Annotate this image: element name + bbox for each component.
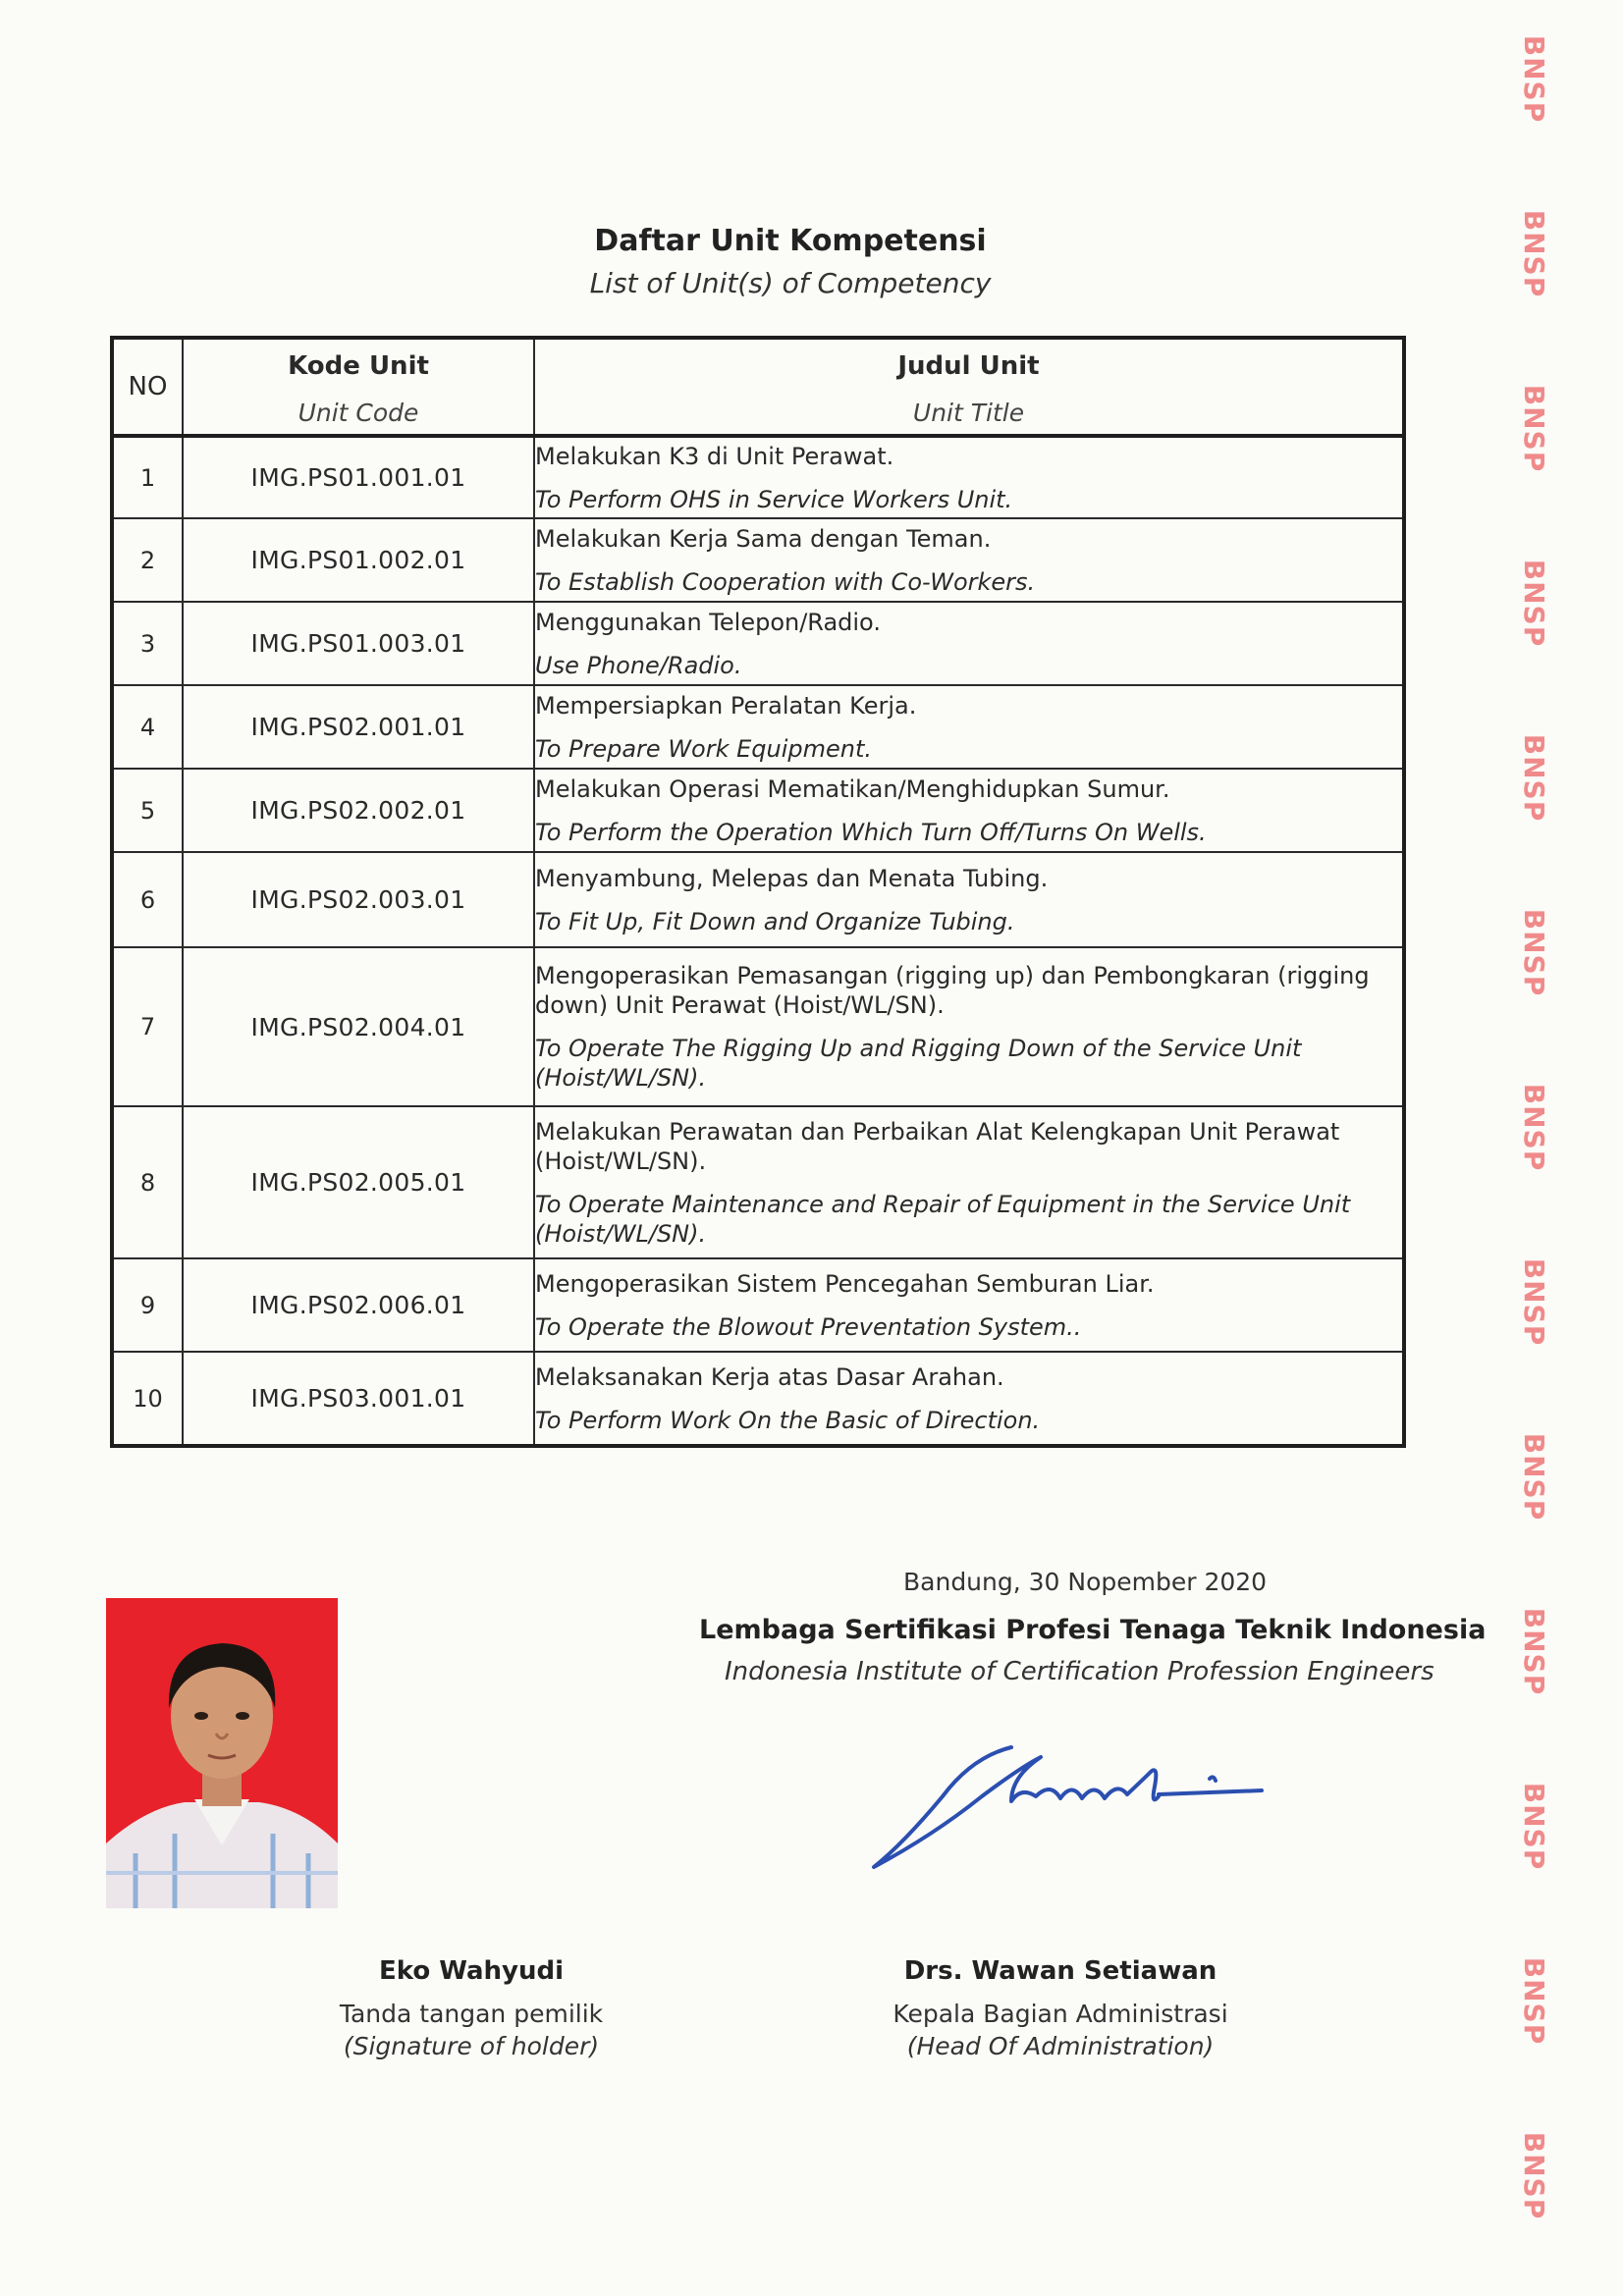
organization-name: Lembaga Sertifikasi Profesi Tenaga Teknik Indonesia [699, 1615, 1487, 1645]
unit-title-id: Mempersiapkan Peralatan Kerja. [535, 691, 917, 720]
unit-title [534, 518, 1404, 602]
bnsp-watermark-text: BNSP [1518, 2131, 1551, 2219]
unit-title-id: Menggunakan Telepon/Radio. [535, 608, 881, 636]
unit-title-en: To Prepare Work Equipment. [535, 734, 873, 763]
header-code [183, 338, 534, 436]
table-row [112, 1258, 1404, 1352]
competency-table [110, 336, 1406, 1448]
holder-role-en: (Signature of holder) [343, 2032, 600, 2060]
unit-code: IMG.PS01.002.01 [183, 518, 534, 602]
unit-title-en: To Establish Cooperation with Co-Workers. [535, 567, 1036, 596]
bnsp-watermark-text: BNSP [1518, 733, 1551, 822]
table-row [112, 1106, 1404, 1258]
header-title-label-en: Unit Title [912, 398, 1025, 427]
unit-code: IMG.PS03.001.01 [183, 1352, 534, 1446]
unit-number: 5 [112, 769, 183, 852]
unit-number: 4 [112, 685, 183, 769]
unit-title-id: Mengoperasikan Sistem Pencegahan Semburan Liar. [535, 1269, 1155, 1298]
signer-name: Drs. Wawan Setiawan [903, 1956, 1217, 1986]
bnsp-watermark [1505, 733, 1564, 822]
bnsp-watermark-text: BNSP [1518, 209, 1551, 297]
bnsp-watermark-text: BNSP [1518, 1257, 1551, 1346]
unit-number: 6 [112, 852, 183, 947]
unit-number: 3 [112, 602, 183, 685]
unit-title-en: To Operate the Blowout Preventation System.. [535, 1312, 1082, 1341]
bnsp-watermark [1505, 908, 1564, 996]
holder-name: Eko Wahyudi [378, 1956, 565, 1986]
header-title [534, 338, 1404, 436]
organization-name-en: Indonesia Institute of Certification Profession Engineers [725, 1657, 1434, 1686]
bnsp-watermark-stripe [1505, 0, 1623, 2296]
unit-code: IMG.PS01.003.01 [183, 602, 534, 685]
table-row [112, 518, 1404, 602]
bnsp-watermark [1505, 1607, 1564, 1695]
table-row [112, 436, 1404, 518]
unit-title-en: To Perform the Operation Which Turn Off/Turns On Wells. [535, 818, 1207, 846]
bnsp-watermark [1505, 1257, 1564, 1346]
unit-title [534, 769, 1404, 852]
unit-title [534, 1106, 1404, 1258]
unit-title [534, 436, 1404, 518]
table-body [112, 436, 1404, 1446]
holder-signature-block [295, 1956, 648, 2060]
page-title: Daftar Unit Kompetensi [594, 224, 987, 258]
signer-role-en: (Head Of Administration) [906, 2032, 1215, 2060]
table-row [112, 769, 1404, 852]
unit-title-en: To Fit Up, Fit Down and Organize Tubing. [535, 907, 1015, 935]
bnsp-watermark [1505, 1432, 1564, 1521]
unit-code: IMG.PS01.001.01 [183, 436, 534, 518]
bnsp-watermark-text: BNSP [1518, 1432, 1551, 1521]
unit-number: 10 [112, 1352, 183, 1446]
bnsp-watermark [1505, 384, 1564, 472]
unit-title-id: Melaksanakan Kerja atas Dasar Arahan. [535, 1362, 1004, 1391]
unit-title [534, 1258, 1404, 1352]
unit-code: IMG.PS02.006.01 [183, 1258, 534, 1352]
bnsp-watermark [1505, 1083, 1564, 1171]
bnsp-watermark-text: BNSP [1518, 559, 1551, 647]
table-row [112, 852, 1404, 947]
bnsp-watermark-text: BNSP [1518, 908, 1551, 996]
bnsp-watermark-text: BNSP [1518, 1782, 1551, 1870]
unit-title [534, 602, 1404, 685]
bnsp-watermark [1505, 559, 1564, 647]
unit-code: IMG.PS02.001.01 [183, 685, 534, 769]
unit-title [534, 852, 1404, 947]
unit-code: IMG.PS02.002.01 [183, 769, 534, 852]
header-code-label: Kode Unit [288, 350, 429, 381]
unit-code: IMG.PS02.005.01 [183, 1106, 534, 1258]
bnsp-watermark-text: BNSP [1518, 1607, 1551, 1695]
unit-number: 7 [112, 947, 183, 1106]
table-row [112, 947, 1404, 1106]
bnsp-watermark-text: BNSP [1518, 1083, 1551, 1171]
header-no: NO [112, 338, 183, 436]
unit-title-id: Melakukan Kerja Sama dengan Teman. [535, 524, 992, 553]
table-header-row [112, 338, 1404, 436]
unit-number: 8 [112, 1106, 183, 1258]
signer-role: Kepala Bagian Administrasi [893, 2000, 1228, 2028]
unit-title [534, 1352, 1404, 1446]
unit-number: 1 [112, 436, 183, 518]
bnsp-watermark [1505, 1782, 1564, 1870]
unit-title-en: To Operate Maintenance and Repair of Equipment in the Service Unit (Hoist/WL/SN). [535, 1190, 1351, 1248]
unit-code: IMG.PS02.004.01 [183, 947, 534, 1106]
unit-code: IMG.PS02.003.01 [183, 852, 534, 947]
unit-title [534, 685, 1404, 769]
holder-role: Tanda tangan pemilik [339, 2000, 604, 2028]
unit-number: 9 [112, 1258, 183, 1352]
handwritten-signature [864, 1728, 1276, 1875]
holder-portrait-image [106, 1598, 338, 1908]
unit-title-id: Mengoperasikan Pemasangan (rigging up) dan Pembongkaran (rigging down) Unit Perawat (Hoist/WL/SN). [535, 962, 1370, 1019]
bnsp-watermark-text: BNSP [1518, 1956, 1551, 2045]
unit-title-en: To Perform OHS in Service Workers Unit. [535, 485, 1013, 513]
table-row [112, 602, 1404, 685]
unit-title-id: Menyambung, Melepas dan Menata Tubing. [535, 864, 1049, 892]
page-subtitle: List of Unit(s) of Competency [589, 267, 992, 299]
unit-title-id: Melakukan K3 di Unit Perawat. [535, 442, 894, 470]
holder-photo [106, 1598, 338, 1908]
unit-title-en: To Operate The Rigging Up and Rigging Down of the Service Unit (Hoist/WL/SN). [535, 1035, 1302, 1092]
signer-signature-block [854, 1956, 1267, 2060]
bnsp-watermark [1505, 1956, 1564, 2045]
unit-title [534, 947, 1404, 1106]
header-code-label-en: Unit Code [298, 398, 419, 427]
unit-title-id: Melakukan Operasi Mematikan/Menghidupkan Sumur. [535, 774, 1170, 803]
table-row [112, 685, 1404, 769]
unit-title-id: Melakukan Perawatan dan Perbaikan Alat Kelengkapan Unit Perawat (Hoist/WL/SN). [535, 1117, 1340, 1175]
header-title-label: Judul Unit [897, 350, 1040, 381]
unit-number: 2 [112, 518, 183, 602]
bnsp-watermark [1505, 34, 1564, 123]
bnsp-watermark-text: BNSP [1518, 34, 1551, 123]
bnsp-watermark-text: BNSP [1518, 384, 1551, 472]
unit-title-en: To Perform Work On the Basic of Direction. [535, 1406, 1041, 1434]
place-date: Bandung, 30 Nopember 2020 [903, 1568, 1268, 1596]
bnsp-watermark [1505, 209, 1564, 297]
unit-title-en: Use Phone/Radio. [535, 651, 742, 679]
bnsp-watermark [1505, 2131, 1564, 2219]
table-row [112, 1352, 1404, 1446]
